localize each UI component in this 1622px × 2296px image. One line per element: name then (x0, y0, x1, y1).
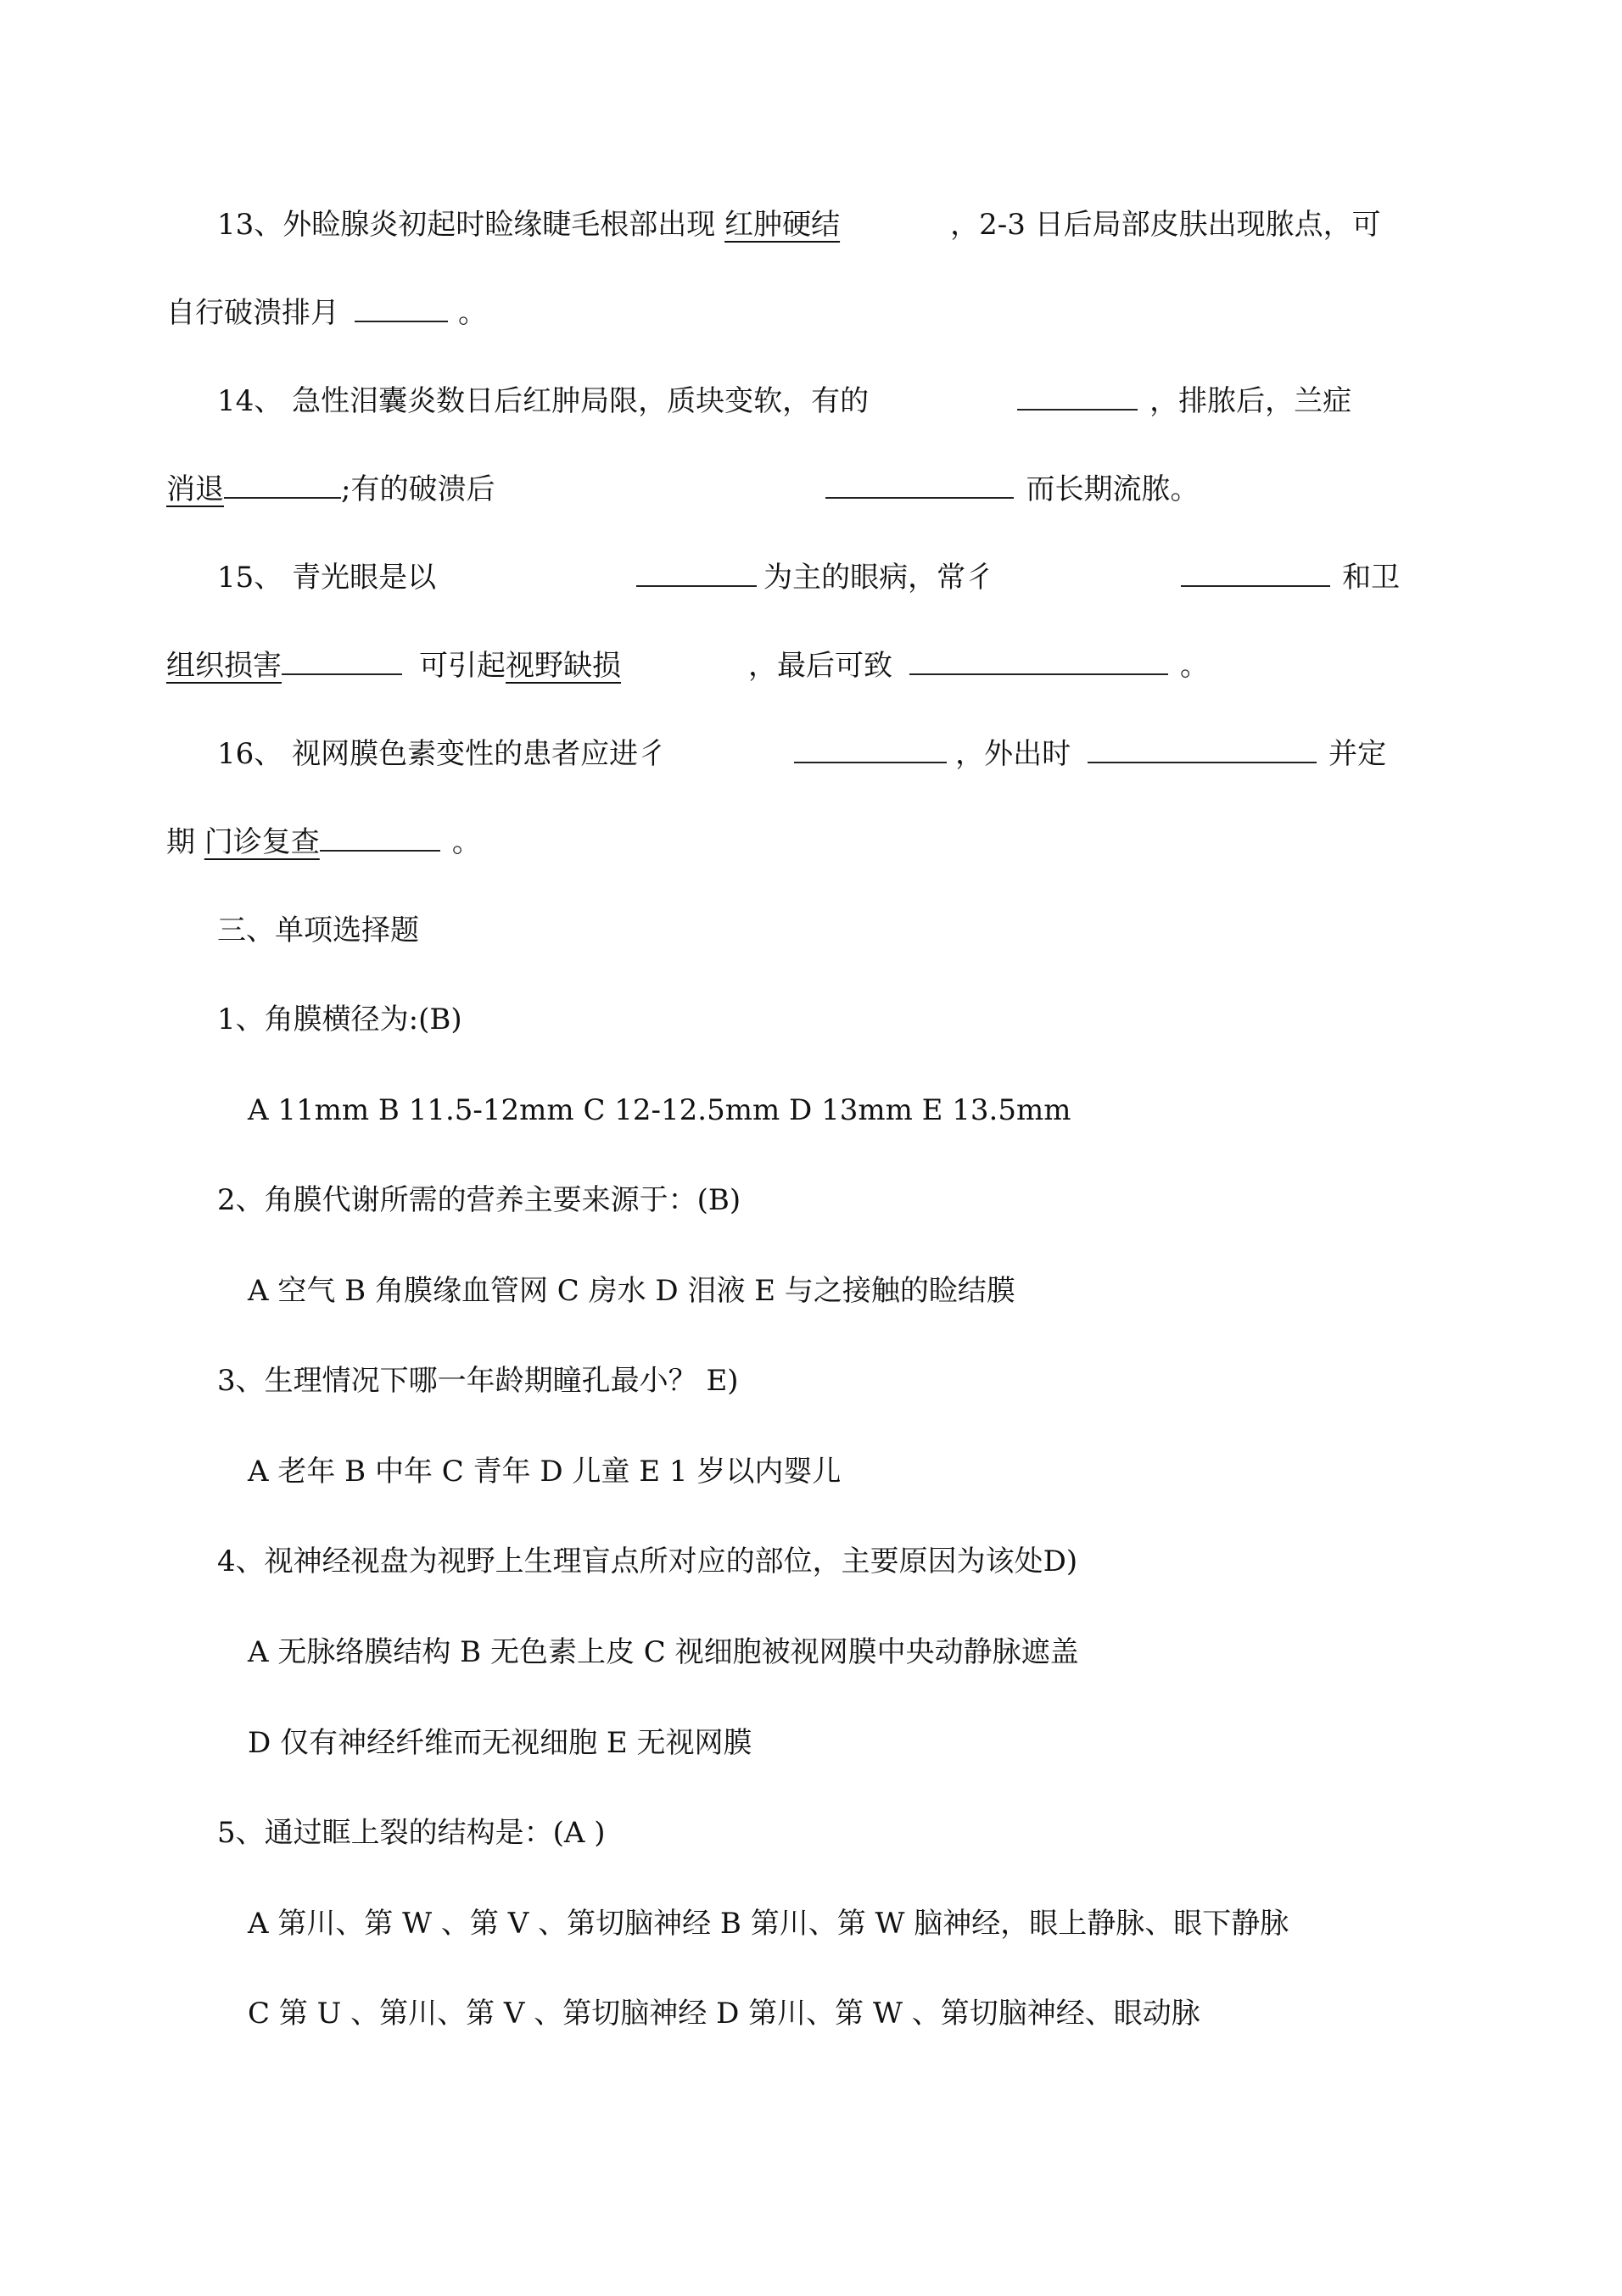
question-options: A 无脉络膜结构 B 无色素上皮 C 视细胞被视网膜中央动静脉遮盖 (248, 1635, 1079, 1669)
blank-line (636, 584, 757, 587)
question-options: A 老年 B 中年 C 青年 D 儿童 E 1 岁以内婴儿 (248, 1455, 842, 1489)
q15-answer-1: 组织损害 (166, 649, 282, 683)
q13-answer: 红肿硬结 (724, 208, 841, 242)
blank-line (825, 496, 1014, 499)
blank-line (282, 673, 402, 675)
blank-line (909, 673, 1168, 675)
question-options: A 第川、第 W 、第 V 、第切脑神经 B 第川、第 W 脑神经，眼上静脉、眼下静脉 (248, 1907, 1289, 1941)
blank-line (355, 320, 448, 322)
question-options: A 空气 B 角膜缘血管网 C 房水 D 泪液 E 与之接触的睑结膜 (248, 1274, 1015, 1308)
blank-line (224, 496, 341, 499)
q15-line1: 15、 青光眼是以 为主的眼病，常彳 和卫 (217, 561, 1401, 595)
question-options: C 第 U 、第川、第 V 、第切脑神经 D 第川、第 W 、第切脑神经、眼动脉 (248, 1997, 1200, 2031)
q16-line1: 16、 视网膜色素变性的患者应进彳 ，外出时 并定 (217, 737, 1387, 771)
q14-line1: 14、 急性泪囊炎数日后红肿局限，质块变软，有的 ，排脓后，兰症 (217, 384, 1352, 418)
q14-line2: 消退 ;有的破溃后 而长期流脓。 (166, 472, 1200, 506)
question-options: A 11mm B 11.5-12mm C 12-12.5mm D 13mm E 13.5mm (248, 1093, 1071, 1127)
blank-line (794, 761, 947, 763)
q13-line2: 自行破溃排月 。 (166, 296, 487, 330)
question-stem: 3、生理情况下哪一年龄期瞳孔最小？ E) (217, 1364, 739, 1398)
blank-line (1181, 584, 1330, 587)
question-options: D 仅有神经纤维而无视细胞 E 无视网膜 (248, 1726, 752, 1760)
section-heading: 三、单项选择题 (217, 913, 419, 947)
blank-line (1088, 761, 1317, 763)
q16-line2: 期 门诊复查 。 (166, 825, 481, 859)
question-stem: 5、通过眶上裂的结构是：(A ) (217, 1816, 606, 1850)
q15-line2: 组织损害 可引起视野缺损 ，最后可致 。 (166, 649, 1209, 683)
blank-line (320, 849, 440, 852)
question-stem: 4、视神经视盘为视野上生理盲点所对应的部位，主要原因为该处D) (217, 1545, 1078, 1578)
blank-line (1017, 408, 1138, 411)
q13-line1: 13、外睑腺炎初起时睑缘睫毛根部出现 红肿硬结 ，2-3 日后局部皮肤出现脓点，可 (217, 208, 1381, 242)
q16-answer: 门诊复查 (204, 825, 320, 859)
q14-answer: 消退 (166, 472, 224, 506)
q15-answer-2: 视野缺损 (506, 649, 621, 683)
question-stem: 1、角膜横径为:(B) (217, 1003, 462, 1036)
question-stem: 2、角膜代谢所需的营养主要来源于：(B) (217, 1183, 741, 1217)
